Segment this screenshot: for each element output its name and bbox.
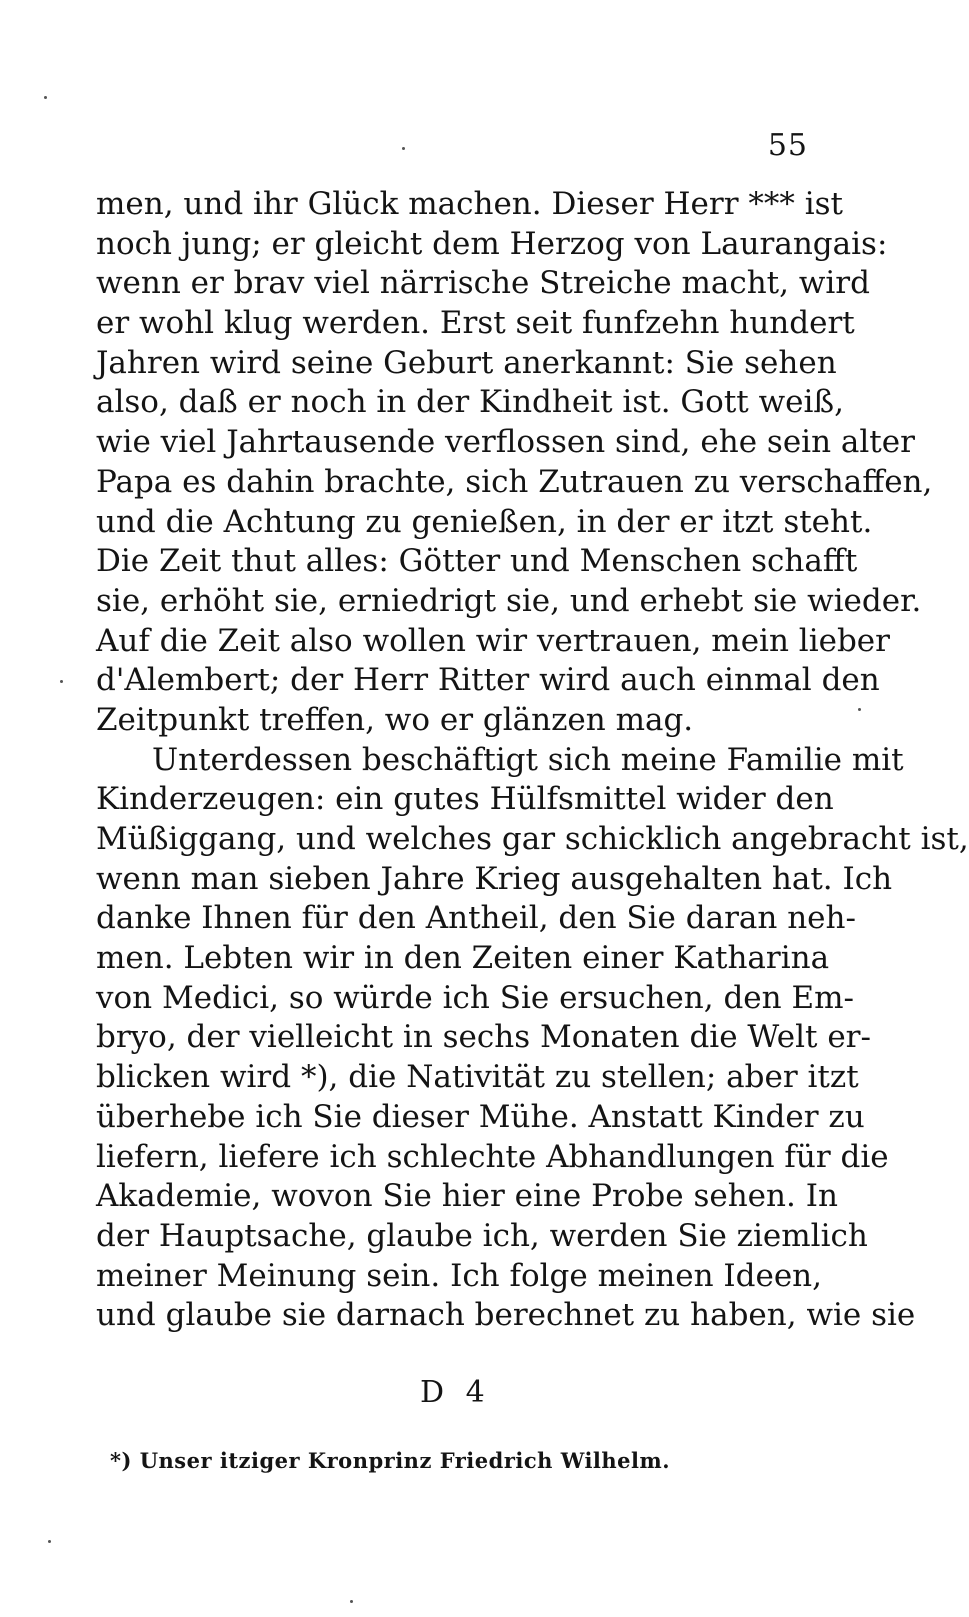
footnote: *) Unser itziger Kronprinz Friedrich Wilhelm. (110, 1448, 671, 1473)
text-line-26: Akademie, wovon Sie hier eine Probe sehen. In (96, 1178, 838, 1215)
text-line-10: Die Zeit thut alles: Götter und Menschen schafft (96, 543, 858, 580)
text-line-1: men, und ihr Glück machen. Dieser Herr *** ist (96, 186, 844, 222)
text-line-17: Müßiggang, und welches gar schicklich angebracht ist, (96, 821, 969, 857)
paper-speck (402, 147, 405, 150)
paper-speck (44, 96, 47, 99)
text-line-25: liefern, liefere ich schlechte Abhandlungen für die (96, 1138, 889, 1175)
text-line-5: Jahren wird seine Geburt anerkannt: Sie sehen (96, 344, 837, 381)
text-line-13: d'Alembert; der Herr Ritter wird auch einmal den (96, 662, 880, 699)
text-line-21: von Medici, so würde ich Sie ersuchen, den Em- (96, 979, 854, 1016)
text-line-9: und die Achtung zu genießen, in der er itzt steht. (96, 503, 873, 540)
paper-speck (350, 1600, 353, 1603)
text-line-27: der Hauptsache, glaube ich, werden Sie ziemlich (96, 1217, 868, 1254)
text-line-23: blicken wird *), die Nativität zu stellen; aber itzt (96, 1059, 859, 1096)
text-line-24: überhebe ich Sie dieser Mühe. Anstatt Kinder zu (96, 1098, 865, 1135)
text-line-22: bryo, der vielleicht in sechs Monaten die Welt er- (96, 1019, 871, 1056)
text-line-4: er wohl klug werden. Erst seit funfzehn hundert (96, 305, 855, 342)
text-line-15: Unterdessen beschäftigt sich meine Familie mit (152, 741, 904, 778)
body-text (96, 185, 969, 1336)
text-line-11: sie, erhöht sie, erniedrigt sie, und erhebt sie wieder. (96, 582, 922, 619)
text-line-20: men. Lebten wir in den Zeiten einer Katharina (96, 940, 830, 977)
text-line-16: Kinderzeugen: ein gutes Hülfsmittel wider den (96, 781, 834, 818)
paper-speck (48, 1540, 51, 1543)
text-line-3: wenn er brav viel närrische Streiche macht, wird (96, 265, 870, 302)
text-line-8: Papa es dahin brachte, sich Zutrauen zu verschaffen, (96, 463, 933, 500)
text-line-14: Zeitpunkt treffen, wo er glänzen mag. (96, 701, 694, 738)
text-line-2: noch jung; er gleicht dem Herzog von Laurangais: (96, 225, 888, 262)
text-line-7: wie viel Jahrtausende verflossen sind, ehe sein alter (96, 424, 915, 461)
paper-speck (858, 708, 861, 711)
signature-mark: D 4 (420, 1375, 491, 1410)
text-line-29: und glaube sie darnach berechnet zu haben, wie sie (96, 1297, 916, 1334)
text-line-18: wenn man sieben Jahre Krieg ausgehalten hat. Ich (96, 860, 893, 897)
text-line-12: Auf die Zeit also wollen wir vertrauen, mein lieber (96, 622, 890, 659)
page-number: 55 (767, 128, 808, 163)
text-line-19: danke Ihnen für den Antheil, den Sie daran neh- (96, 900, 856, 937)
text-line-6: also, daß er noch in der Kindheit ist. Gott weiß, (96, 384, 844, 421)
paper-speck (60, 680, 63, 683)
text-line-28: meiner Meinung sein. Ich folge meinen Ideen, (96, 1257, 822, 1294)
